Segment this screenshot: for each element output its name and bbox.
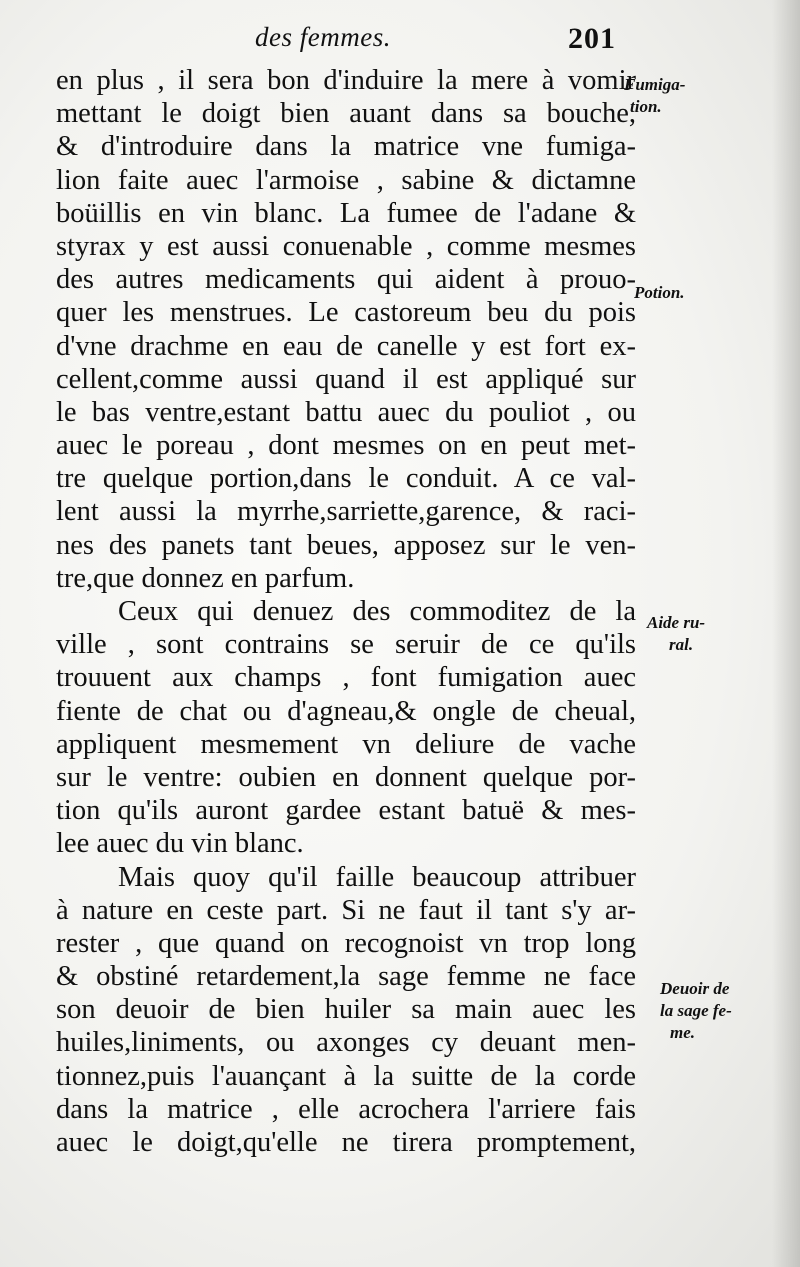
margin-note-fumigation [624,74,685,118]
text-line: lent aussi la myrrhe,sarriette,garence, & raci- [56,496,636,528]
text-line: Mais quoy qu'il faille beaucoup attribuer [118,861,636,893]
margin-note-line: tion. [630,97,662,116]
text-line: des autres medicaments qui aident à prouo- [56,264,636,296]
text-line: son deuoir de bien huiler sa main auec les [56,994,636,1026]
text-line: rester , que quand on recognoist vn trop long [56,927,636,959]
running-title: des femmes. [255,22,391,52]
text-line: tion qu'ils auront gardee estant batuë & mes- [56,795,636,827]
text-line: & obstiné retardement,la sage femme ne face [56,961,636,993]
text-line: à nature en ceste part. Si ne faut il tant s'y ar- [56,894,636,926]
text-line: Ceux qui denuez des commoditez de la [118,596,636,627]
margin-note-line: la sage fe- [660,1001,732,1020]
margin-note-line: Aide ru- [647,613,706,632]
margin-note-devoir [660,978,732,1044]
text-line: appliquent mesmement vn deliure de vache [56,728,636,760]
text-line: d'vne drachme en eau de canelle y est fort ex- [56,330,636,362]
text-line: tre quelque portion,dans le conduit. A ce val- [56,463,636,495]
text-line: ville , sont contrains se seruir de ce qu'ils [56,629,636,661]
margin-note-potion [634,282,685,304]
page-edge-shadow [772,0,800,1267]
text-line: en plus , il sera bon d'induire la mere à vomir [56,65,636,96]
text-line: auec le poreau , dont mesmes on en peut met- [56,430,636,462]
text-line: nes des panets tant beues, apposez sur le ven- [56,529,636,561]
margin-note-line: Potion. [634,283,685,302]
text-line: tionnez,puis l'auançant à la suitte de la corde [56,1060,636,1092]
text-line: dans la matrice , elle acrochera l'arriere fais [56,1093,636,1125]
text-line: huiles,liniments, ou axonges cy deuant men- [56,1027,636,1059]
text-line: sur le ventre: oubien en donnent quelque por- [56,761,636,793]
margin-note-line: Deuoir de [660,979,730,998]
text-line: mettant le doigt bien auant dans sa bouche, [56,98,636,130]
text-line: auec le doigt,qu'elle ne tirera promptement, [56,1127,636,1158]
text-line: cellent,comme aussi quand il est appliqué sur [56,363,636,395]
text-line: lee auec du vin blanc. [56,828,304,860]
text-line: styrax y est aussi conuenable , comme mesmes [56,230,636,262]
text-line: trouuent aux champs , font fumigation auec [56,662,636,694]
text-line: tre,que donnez en parfum. [56,562,355,594]
body-text [56,64,636,1159]
margin-note-line: me. [670,1023,696,1042]
margin-note-line: Fumiga- [624,75,686,94]
text-line: le bas ventre,estant battu auec du pouliot , ou [56,396,636,428]
text-line: lion faite auec l'armoise , sabine & dictamne [56,164,636,196]
margin-note-line: ral. [669,635,694,654]
text-line: fiente de chat ou d'agneau,& ongle de cheual, [56,695,636,727]
text-line: quer les menstrues. Le castoreum beu du pois [56,297,636,329]
margin-note-aide-rural [647,612,705,656]
text-line: & d'introduire dans la matrice vne fumiga- [56,131,636,163]
page-number: 201 [568,22,616,55]
text-line: boüillis en vin blanc. La fumee de l'adane & [56,197,636,229]
